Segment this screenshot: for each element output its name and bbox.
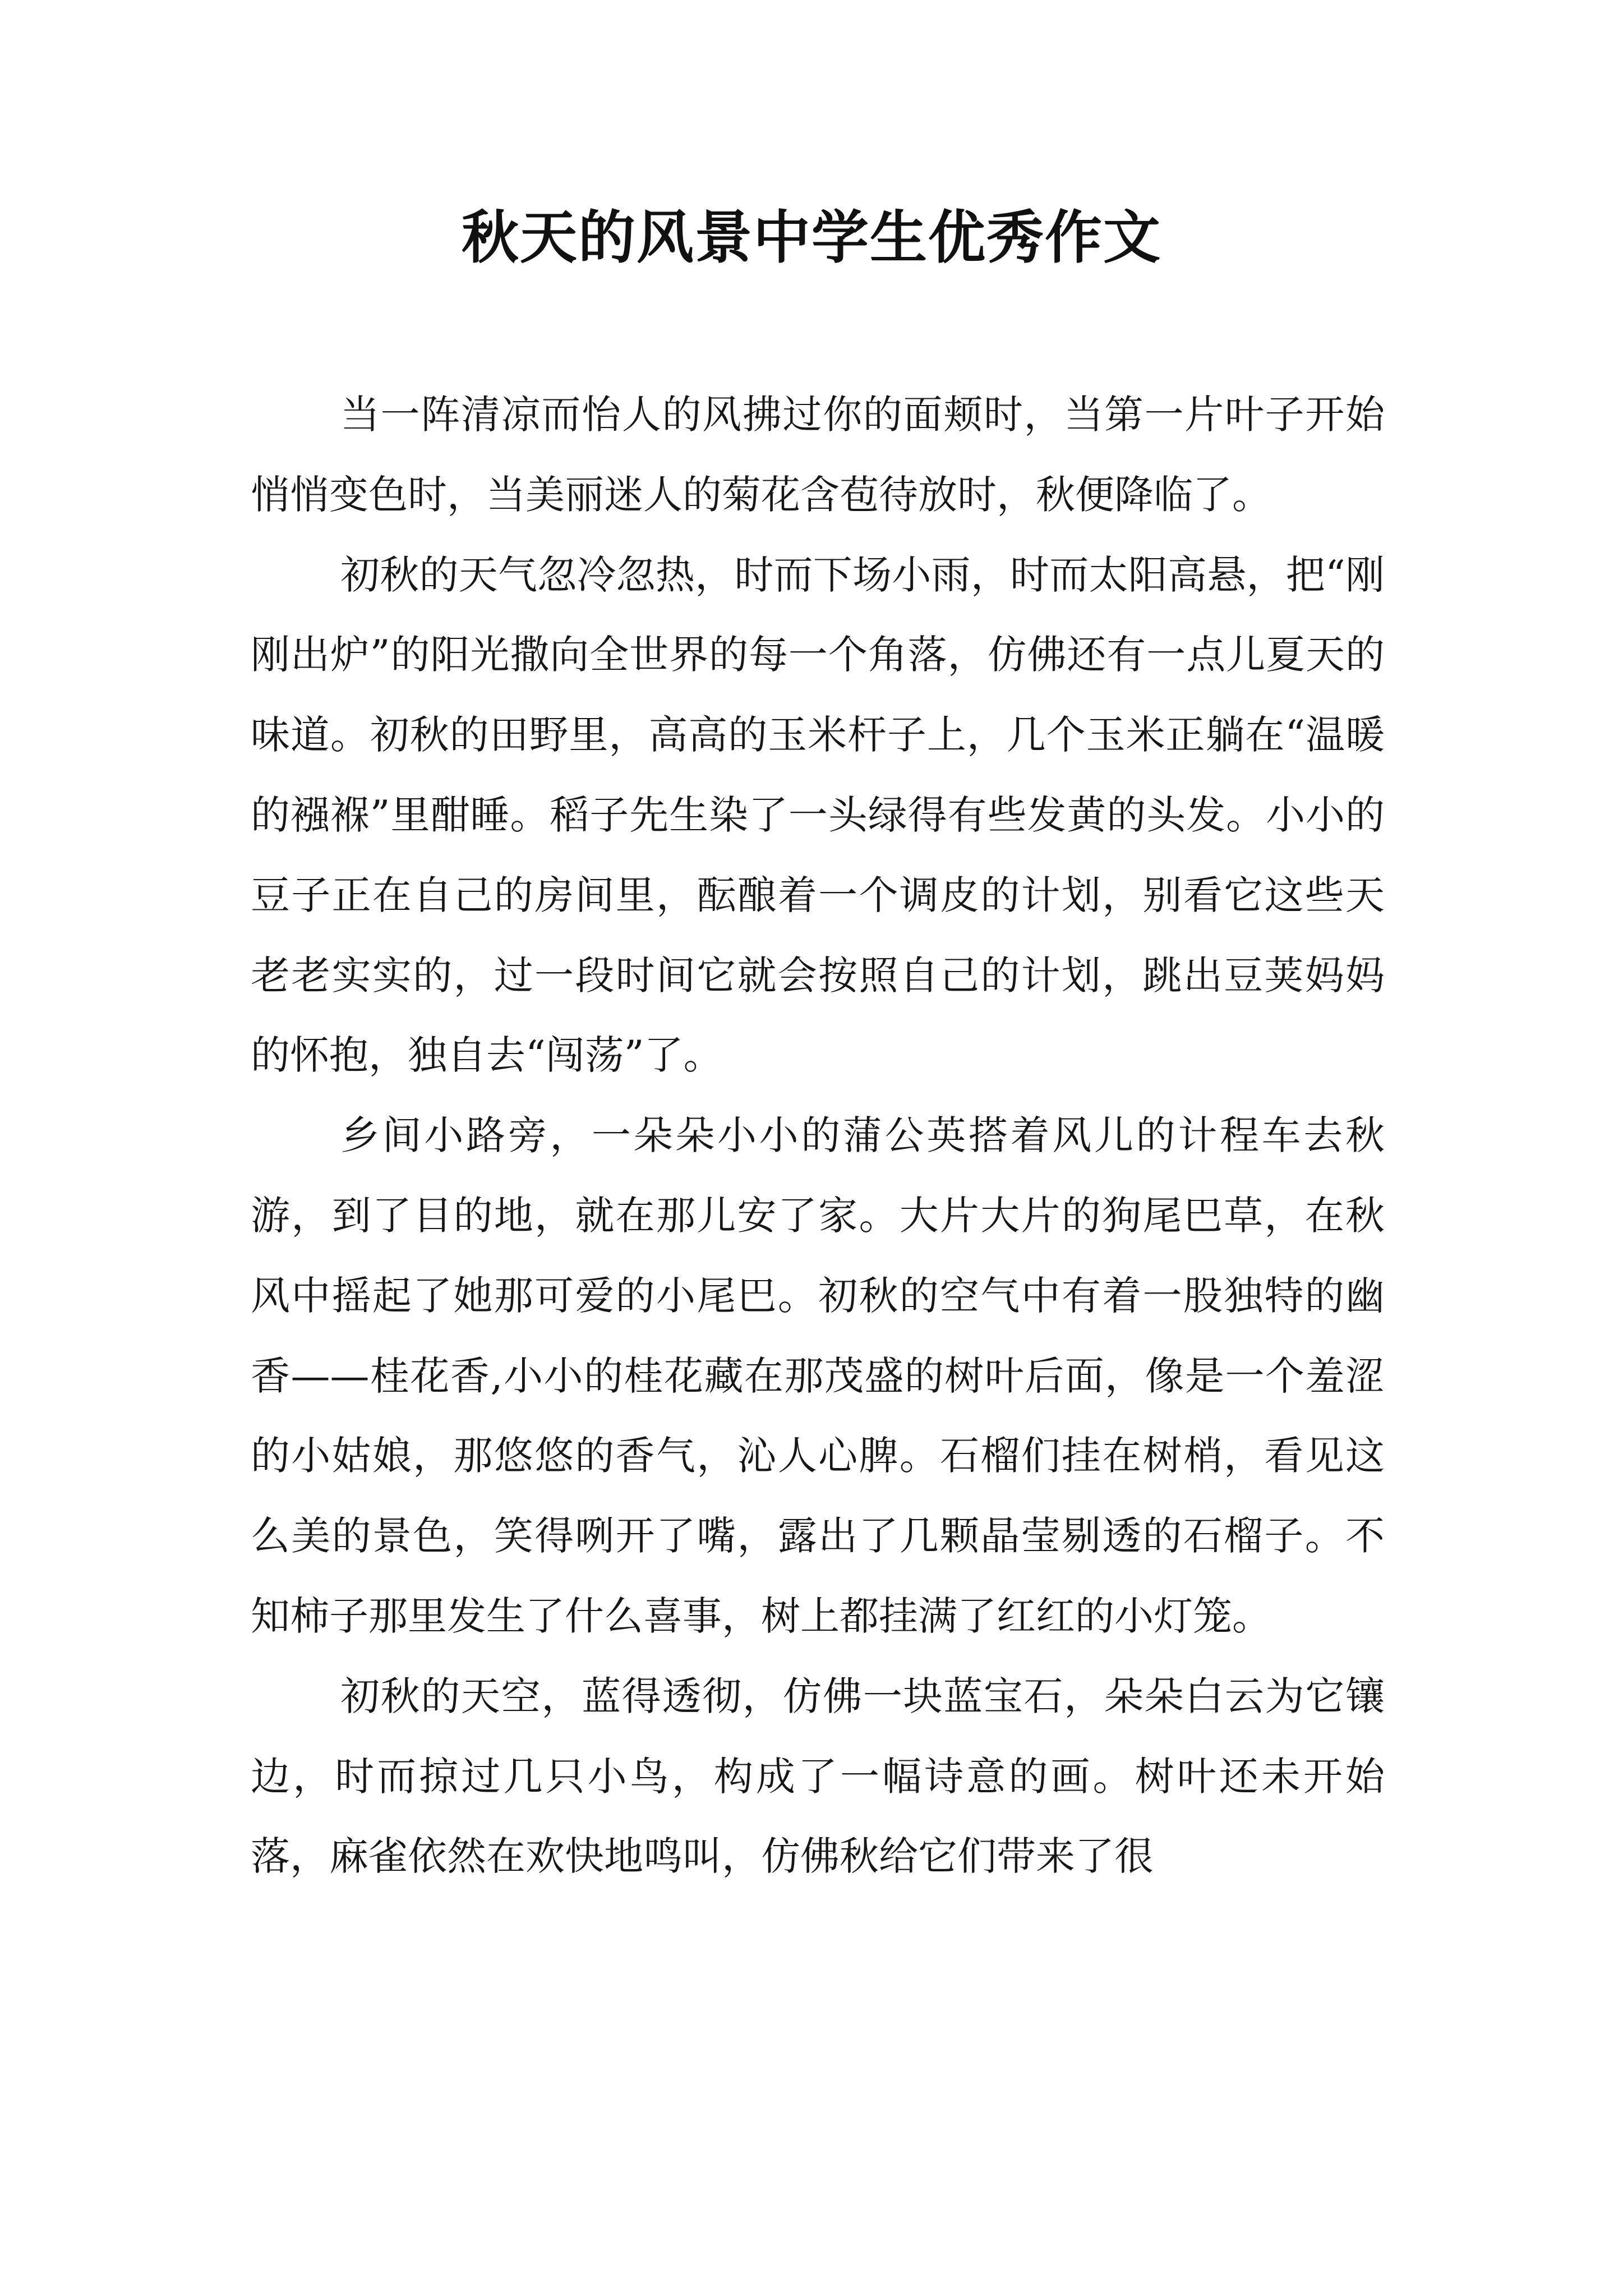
paragraph-4: 初秋的天空，蓝得透彻，仿佛一块蓝宝石，朵朵白云为它镶边，时而掠过几只小鸟，构成了一幅诗意的画。树叶还未开始落，麻雀依然在欢快地鸣叫，仿佛秋给它们带来了很 [251, 1673, 1385, 1880]
paragraph-1: 当一阵清凉而怡人的风拂过你的面颊时，当第一片叶子开始悄悄变色时，当美丽迷人的菊花含苞待放时，秋便降临了。 [251, 392, 1385, 518]
document-body [251, 375, 1385, 1897]
paragraph-3: 乡间小路旁，一朵朵小小的蒲公英搭着风儿的计程车去秋游，到了目的地，就在那儿安了家。大片大片的狗尾巴草，在秋风中摇起了她那可爱的小尾巴。初秋的空气中有着一股独特的幽香——桂花香,小小的桂花藏在那茂盛的树叶后面，像是一个羞涩的小姑娘，那悠悠的香气，沁人心脾。石榴们挂在树梢，看见这么美的景色，笑得咧开了嘴，露出了几颗晶莹剔透的石榴子。不知柿子那里发生了什么喜事，树上都挂满了红红的小灯笼。 [251, 1112, 1385, 1639]
document-title: 秋天的风景中学生优秀作文 [462, 205, 1161, 272]
paragraph-2: 初秋的天气忽冷忽热，时而下场小雨，时而太阳高悬，把“刚刚出炉”的阳光撒向全世界的每一个角落，仿佛还有一点儿夏天的味道。初秋的田野里，高高的玉米杆子上，几个玉米正躺在“温暖的襁褓”里酣睡。稻子先生染了一头绿得有些发黄的头发。小小的豆子正在自己的房间里，酝酿着一个调皮的计划，别看它这些天老老实实的，过一段时间它就会按照自己的计划，跳出豆荚妈妈的怀抱，独自去“闯荡”了。 [251, 551, 1385, 1079]
